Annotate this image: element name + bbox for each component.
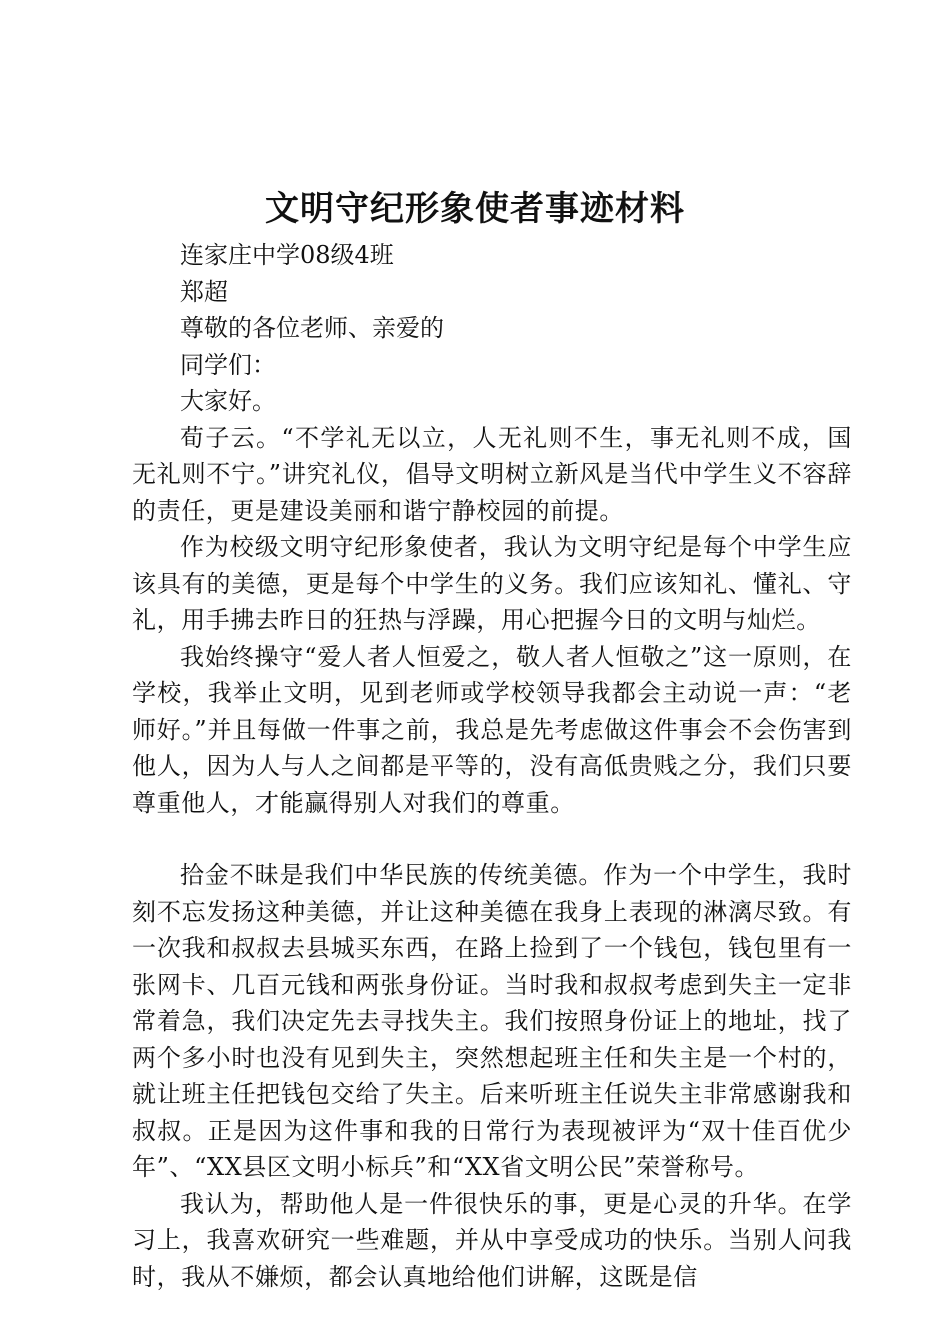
paragraph-1: 荀子云。“不学礼无以立，人无礼则不生，事无礼则不成，国无礼则不宁。”讲究礼仪，倡导文明树立新风是当代中学生义不容辞的责任，更是建设美丽和谐宁静校园的前提。 [132, 423, 852, 525]
document-title: 文明守纪形象使者事迹材料 [265, 189, 685, 229]
paragraph-5: 我认为，帮助他人是一件很快乐的事，更是心灵的升华。在学习上，我喜欢研究一些难题，并从中享受成功的快乐。当别人问我时，我从不嫌烦，都会认真地给他们讲解，这既是信 [132, 1189, 852, 1291]
salutation-line-1: 尊敬的各位老师、亲爱的 [180, 314, 444, 342]
class-line: 连家庄中学08级4班 [180, 241, 394, 269]
document-body [132, 237, 852, 1295]
paragraph-3: 我始终操守“爱人者人恒爱之，敬人者人恒敬之”这一原则，在学校，我举止文明，见到老师或学校领导我都会主动说一声：“老师好。”并且每做一件事之前，我总是先考虑做这件事会不会伤害到他人，因为人与人之间都是平等的，没有高低贵贱之分，我们只要尊重他人，才能赢得别人对我们的尊重。 [132, 642, 852, 817]
greeting-line: 大家好。 [180, 387, 276, 415]
paragraph-2: 作为校级文明守纪形象使者，我认为文明守纪是每个中学生应该具有的美德，更是每个中学生的义务。我们应该知礼、懂礼、守礼，用手拂去昨日的狂热与浮躁，用心把握今日的文明与灿烂。 [132, 533, 852, 634]
salutation-line-2: 同学们： [180, 350, 276, 379]
paragraph-4: 拾金不昧是我们中华民族的传统美德。作为一个中学生，我时刻不忘发扬这种美德，并让这种美德在我身上表现的淋漓尽致。有一次我和叔叔去县城买东西，在路上捡到了一个钱包，钱包里有一张网卡、几百元钱和两张身份证。当时我和叔叔考虑到失主一定非常着急，我们决定先去寻找失主。我们按照身份证上的地址，找了两个多小时也没有见到失主，突然想起班主任和失主是一个村的，就让班主任把钱包交给了失主。后来听班主任说失主非常感谢我和叔叔。正是因为这件事和我的日常行为表现被评为“双十佳百优少年”、“XX县区文明小标兵”和“XX省文明公民”荣誉称号。 [132, 861, 852, 1181]
author-name: 郑超 [180, 277, 228, 306]
